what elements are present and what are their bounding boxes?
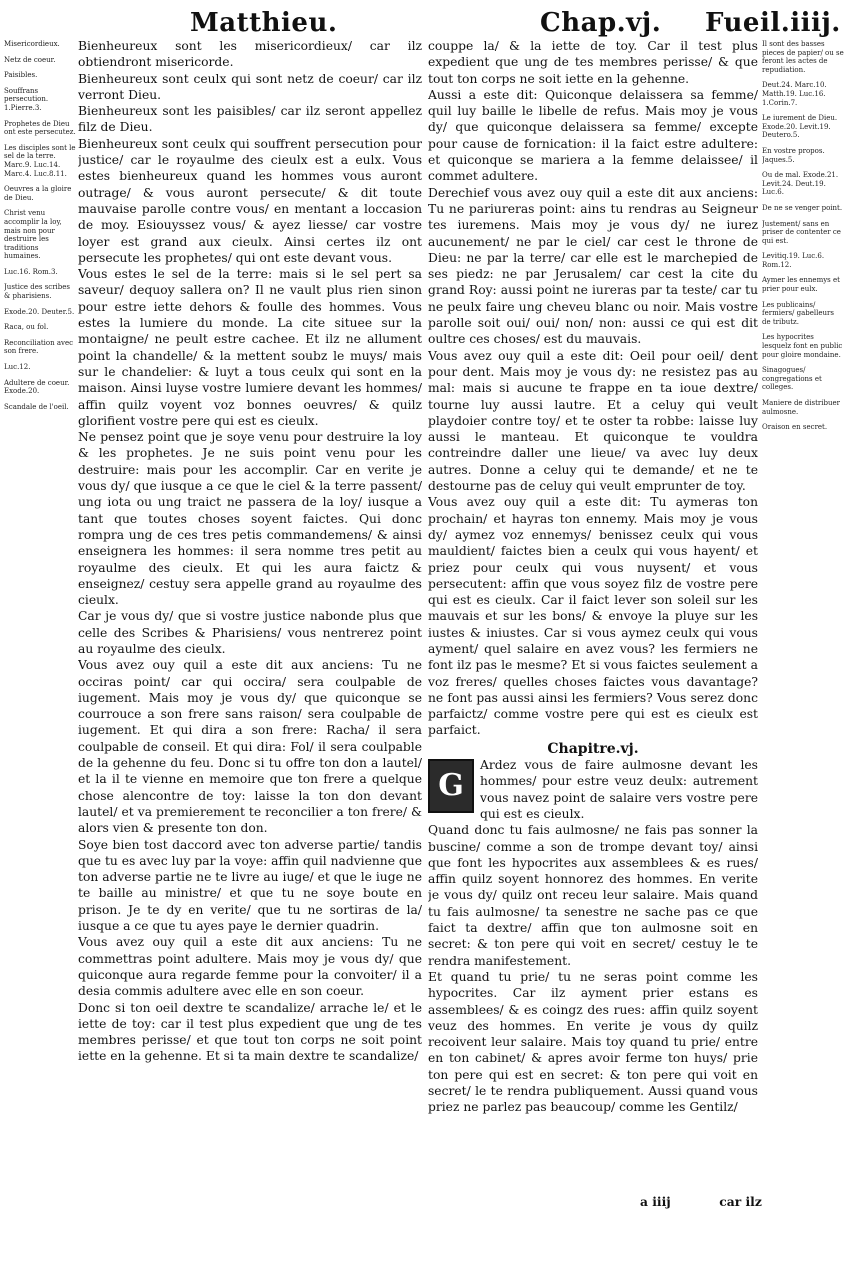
margin-note: Levitiq.19. Luc.6. Rom.12. — [762, 252, 825, 269]
margin-note: Scandale de l'oeil. — [4, 402, 69, 411]
margin-note: Souffrans persecution. 1.Pierre.3. — [4, 86, 49, 112]
margin-note: Raca, ou fol. — [4, 323, 49, 332]
running-title: Matthieu. — [190, 8, 338, 38]
right-margin-notes — [762, 40, 844, 1220]
margin-note: Netz de coeur. — [4, 55, 56, 64]
decorated-initial-icon: G — [428, 759, 474, 813]
margin-note: Prophetes de Dieu ont este persecutez. — [4, 119, 76, 137]
margin-note: Oeuvres a la gloire de Dieu. — [4, 185, 72, 202]
margin-note: Les disciples sont le sel de la terre. Marc.9. Luc.14. Marc.4. Luc.8.11. — [4, 143, 76, 178]
paragraph: Donc si ton oeil dextre te scandalize/ arrache le/ et le iette de toy: car il test plus expedient que ung de tes membres perisse/ et que tout ton corps ne soit point iette en la gehenne. Et si ta main dextre te scandalize/ — [78, 1000, 422, 1064]
paragraph: Ardez vous de faire aulmosne devant les hommes/ pour estre veuz deulx: autrement vous navez point de salaire vers vostre pere qui est es cieulx. — [480, 758, 758, 821]
margin-note: Adultere de coeur. Exode.20. — [4, 378, 70, 396]
paragraph: Vous estes le sel de la terre: mais si le sel pert sa saveur/ dequoy sallera on? Il ne vault plus rien sinon pour estre iette dehors & foulle des hommes. Vous estes la lumiere du monde. La cite situee sur la montaigne/ ne peult estre cachee. Et ilz ne allument point la chandelle/ & la mettent soubz le muys/ mais sur le chandelier: & luyt a tous ceulx qui sont en la maison. Ainsi luyse vostre lumiere devant les hommes/ affin quilz voyent voz bonnes oeuvres/ & quilz glorifient vostre pere qui est es cieulx. — [78, 267, 422, 428]
margin-note: Paisibles. — [4, 71, 38, 80]
paragraph: Bienheureux sont ceulx qui souffrent persecution pour justice/ car le royaulme des cieulx est a eulx. Vous estes bienheureux quand les hommes vous auront outrage/ & vous auront persecute/ & dit toute mauvaise parolle contre vous/ en mentant a loccasion de moy. Esiouyssez vous/ & ayez liesse/ car vostre loyer est grand aux cieulx. Ainsi certes ilz ont persecute les prophetes/ qui ont este devant vous. — [78, 136, 422, 265]
margin-note: Reconciliation avec son frere. — [4, 338, 74, 356]
paragraph: Bienheureux sont les paisibles/ car ilz seront appellez filz de Dieu. — [78, 104, 422, 135]
margin-note: Exode.20. Deuter.5. — [4, 307, 75, 316]
paragraph: Vous avez ouy quil a este dit aux anciens: Tu ne occiras point/ car qui occira/ sera coulpable de iugement. Mais moy je vous dy/ que quiconque se courrouce a son frere sans raison/ sera coulpable de iugement. Et qui dira a son frere: Racha/ il sera coulpable de conseil. Et qui dira: Fol/ il sera coulpable de la gehenne du feu. Donc si tu offre ton don a lautel/ et la il te vienne en memoire que ton frere a quelque chose alencontre de toy: laisse la ton don devant lautel/ et va premierement te reconcilier a ton frere/ & alors vien & presente ton don. — [78, 658, 422, 836]
margin-note: Misericordieux. — [4, 40, 60, 48]
margin-note: Il sont des basses pieces de papier/ ou se feront les actes de repudiation. — [762, 40, 844, 74]
margin-note: Maniere de distribuer aulmosne. — [762, 399, 840, 416]
left-margin-notes — [4, 40, 76, 1220]
margin-note: Oraison en secret. — [762, 423, 828, 432]
signature-mark: a iiij — [640, 1194, 671, 1209]
paragraph: Car je vous dy/ que si vostre justice nabonde plus que celle des Scribes & Pharisiens/ vous nentrerez point au royaulme des cieulx. — [78, 609, 422, 656]
margin-note: En vostre propos. Jaques.5. — [762, 146, 825, 164]
paragraph: Bienheureux sont les misericordieux/ car ilz obtiendront misericorde. — [78, 39, 422, 70]
margin-note: Justement/ sans en priser de contenter ce qui est. — [762, 219, 841, 245]
margin-note: Justice des scribes & pharisiens. — [4, 283, 71, 301]
margin-note: Les hypocrites lesquelz font en public pour gloire mondaine. — [762, 333, 843, 359]
paragraph: Soye bien tost daccord avec ton adverse partie/ tandis que tu es avec luy par la voye: affin quil nadvienne que ton adverse partie ne te livre au iuge/ et que le iuge ne te baille au ministre/ et que tu ne soye boute en prison. Je te dy en verite/ que tu ne sortiras de la/ iusque a ce que tu ayes paye le dernier quadrin. — [78, 837, 422, 934]
paragraph: Vous avez ouy quil a este dit: Tu aymeras ton prochain/ et hayras ton ennemy. Mais moy je vous dy/ aymez voz ennemys/ benissez ceulx qui vous mauldient/ faictes bien a ceulx qui vous hayent/ et priez pour ceulx qui vous nuysent/ et vous persecutent: affin que vous soyez filz de vostre pere qui est es cieulx. Car il faict lever son soleil sur les mauvais et sur les bons/ & envoye la pluye sur les iustes & iniustes. Car si vous aymez ceulx qui vous ayment/ quel salaire en avez vous? les fermiers ne font ilz pas le mesme? Et si vous faictes seulement a voz freres/ quelles choses faictes vous davantage? ne font pas aussi ainsi les fermiers? Vous serez donc parfaictz/ comme vostre pere qui est es cieulx est parfaict. — [428, 495, 758, 738]
chapter-heading: Chapitre.vj. — [547, 740, 639, 757]
paragraph: Bienheureux sont ceulx qui sont netz de coeur/ car ilz verront Dieu. — [78, 71, 422, 102]
paragraph: couppe la/ & la iette de toy. Car il test plus expedient que ung de tes membres perisse/ & que tout ton corps ne soit iette en la gehenne. — [428, 39, 758, 86]
margin-note: Deut.24. Marc.10. Matth.19. Luc.16. 1.Corin.7. — [762, 81, 827, 107]
catchword: car ilz — [719, 1194, 762, 1209]
paragraph: Et quand tu prie/ tu ne seras point comme les hypocrites. Car ilz ayment prier estans es assemblees/ & es coingz des rues: affin quilz soyent veuz des hommes. En verite je vous dy quilz recoivent leur salaire. Mais toy quand tu prie/ entre en ton cabinet/ & apres avoir ferme ton huys/ prie ton pere qui est en secret: & ton pere qui voit en secret/ le te rendra publiquement. Aussi quand vous priez ne parlez pas beaucoup/ comme les Gentilz/ — [428, 969, 758, 1115]
paragraph: Vous avez ouy quil a este dit aux anciens: Tu ne commettras point adultere. Mais moy je vous dy/ que quiconque aura regarde femme pour la convoiter/ il a desia commis adultere avec elle en son coeur. — [78, 935, 422, 999]
chapter-opening — [428, 757, 758, 822]
margin-note: Sinagogues/ congregations et colleges. — [762, 366, 822, 392]
paragraph: Aussi a este dit: Quiconque delaissera sa femme/ quil luy baille le libelle de refus. Mais moy je vous dy/ que quiconque delaissera sa femme/ excepte pour cause de fornication: il la faict estre adultere: et quiconque se mariera a la femme delaissee/ il commet adultere. — [428, 87, 758, 184]
margin-note: Les publicains/ fermiers/ gabelleurs de tributz. — [762, 300, 834, 326]
right-text-column — [428, 38, 758, 1238]
margin-note: Le iurement de Dieu. Exode.20. Levit.19. Deutero.5. — [762, 114, 838, 140]
chapter-label: Chap.vj. — [540, 8, 662, 38]
folio-number: Fueil.iiij. — [705, 8, 841, 38]
paragraph: Quand donc tu fais aulmosne/ ne fais pas sonner la buscine/ comme a son de trompe devant toy/ ainsi que font les hypocrites aux assemblees & es rues/ affin quilz soyent honnorez des hommes. En verite je vous dy/ quilz ont receu leur salaire. Mais quand tu fais aulmosne/ ta senestre ne sache pas ce que faict ta dextre/ affin que ton aulmosne soit en secret: & ton pere qui voit en secret/ cestuy le te rendra manifestement. — [428, 823, 758, 968]
margin-note: Luc.16. Rom.3. — [4, 267, 58, 276]
paragraph: Vous avez ouy quil a este dit: Oeil pour oeil/ dent pour dent. Mais moy je vous dy: ne resistez pas au mal: mais si aucune te frappe en ta ioue dextre/ tourne luy aussi lautre. Et a celuy qui veult playdoier contre toy/ et te oster ta robbe: laisse luy aussi le manteau. Et quiconque te vouldra contreindre daller une lieue/ va avec luy deux autres. Donne a celuy qui te demande/ et ne te destourne pas de celuy qui veult emprunter de toy. — [428, 348, 758, 494]
margin-note: Christ venu accomplir la loy, mais non pour destruire les traditions humaines. — [4, 209, 62, 261]
page-footer — [640, 1194, 762, 1209]
paragraph: Derechief vous avez ouy quil a este dit aux anciens: Tu ne pariureras point: ains tu rendras au Seigneur tes iuremens. Mais moy je vous dy/ ne iurez aucunement/ ne par le ciel/ car cest le throne de Dieu: ne par la terre/ car elle est le marchepied de ses piedz: ne par Jerusalem/ car cest la cite du grand Roy: aussi point ne iureras par ta teste/ car tu ne peulx faire ung cheveu blanc ou noir. Mais vostre parolle soit oui/ oui/ non/ non: aussi ce qui est dit oultre ces choses/ est du mauvais. — [428, 185, 758, 347]
left-text-column — [78, 38, 422, 1223]
margin-note: Aymer les ennemys et prier pour eulx. — [762, 276, 840, 294]
paragraph: Ne pensez point que je soye venu pour destruire la loy & les prophetes. Je ne suis point venu pour les destruire: mais pour les accomplir. Car en verite je vous dy/ que iusque a ce que le ciel & la terre passent/ ung iota ou ung traict ne passera de la loy/ iusque a tant que toutes choses soyent faictes. Qui donc rompra ung de ces tres petis commandemens/ & ainsi enseignera les hommes: il sera nomme tres petit au royaulme des cieulx. Et qui les aura faictz & enseignez/ cestuy sera appelle grand au royaulme des cieulx. — [78, 430, 422, 608]
margin-note: Luc.12. — [4, 363, 31, 372]
margin-note: De ne se venger point. — [762, 203, 843, 212]
margin-note: Ou de mal. Exode.21. Levit.24. Deut.19. Luc.6. — [762, 171, 839, 197]
